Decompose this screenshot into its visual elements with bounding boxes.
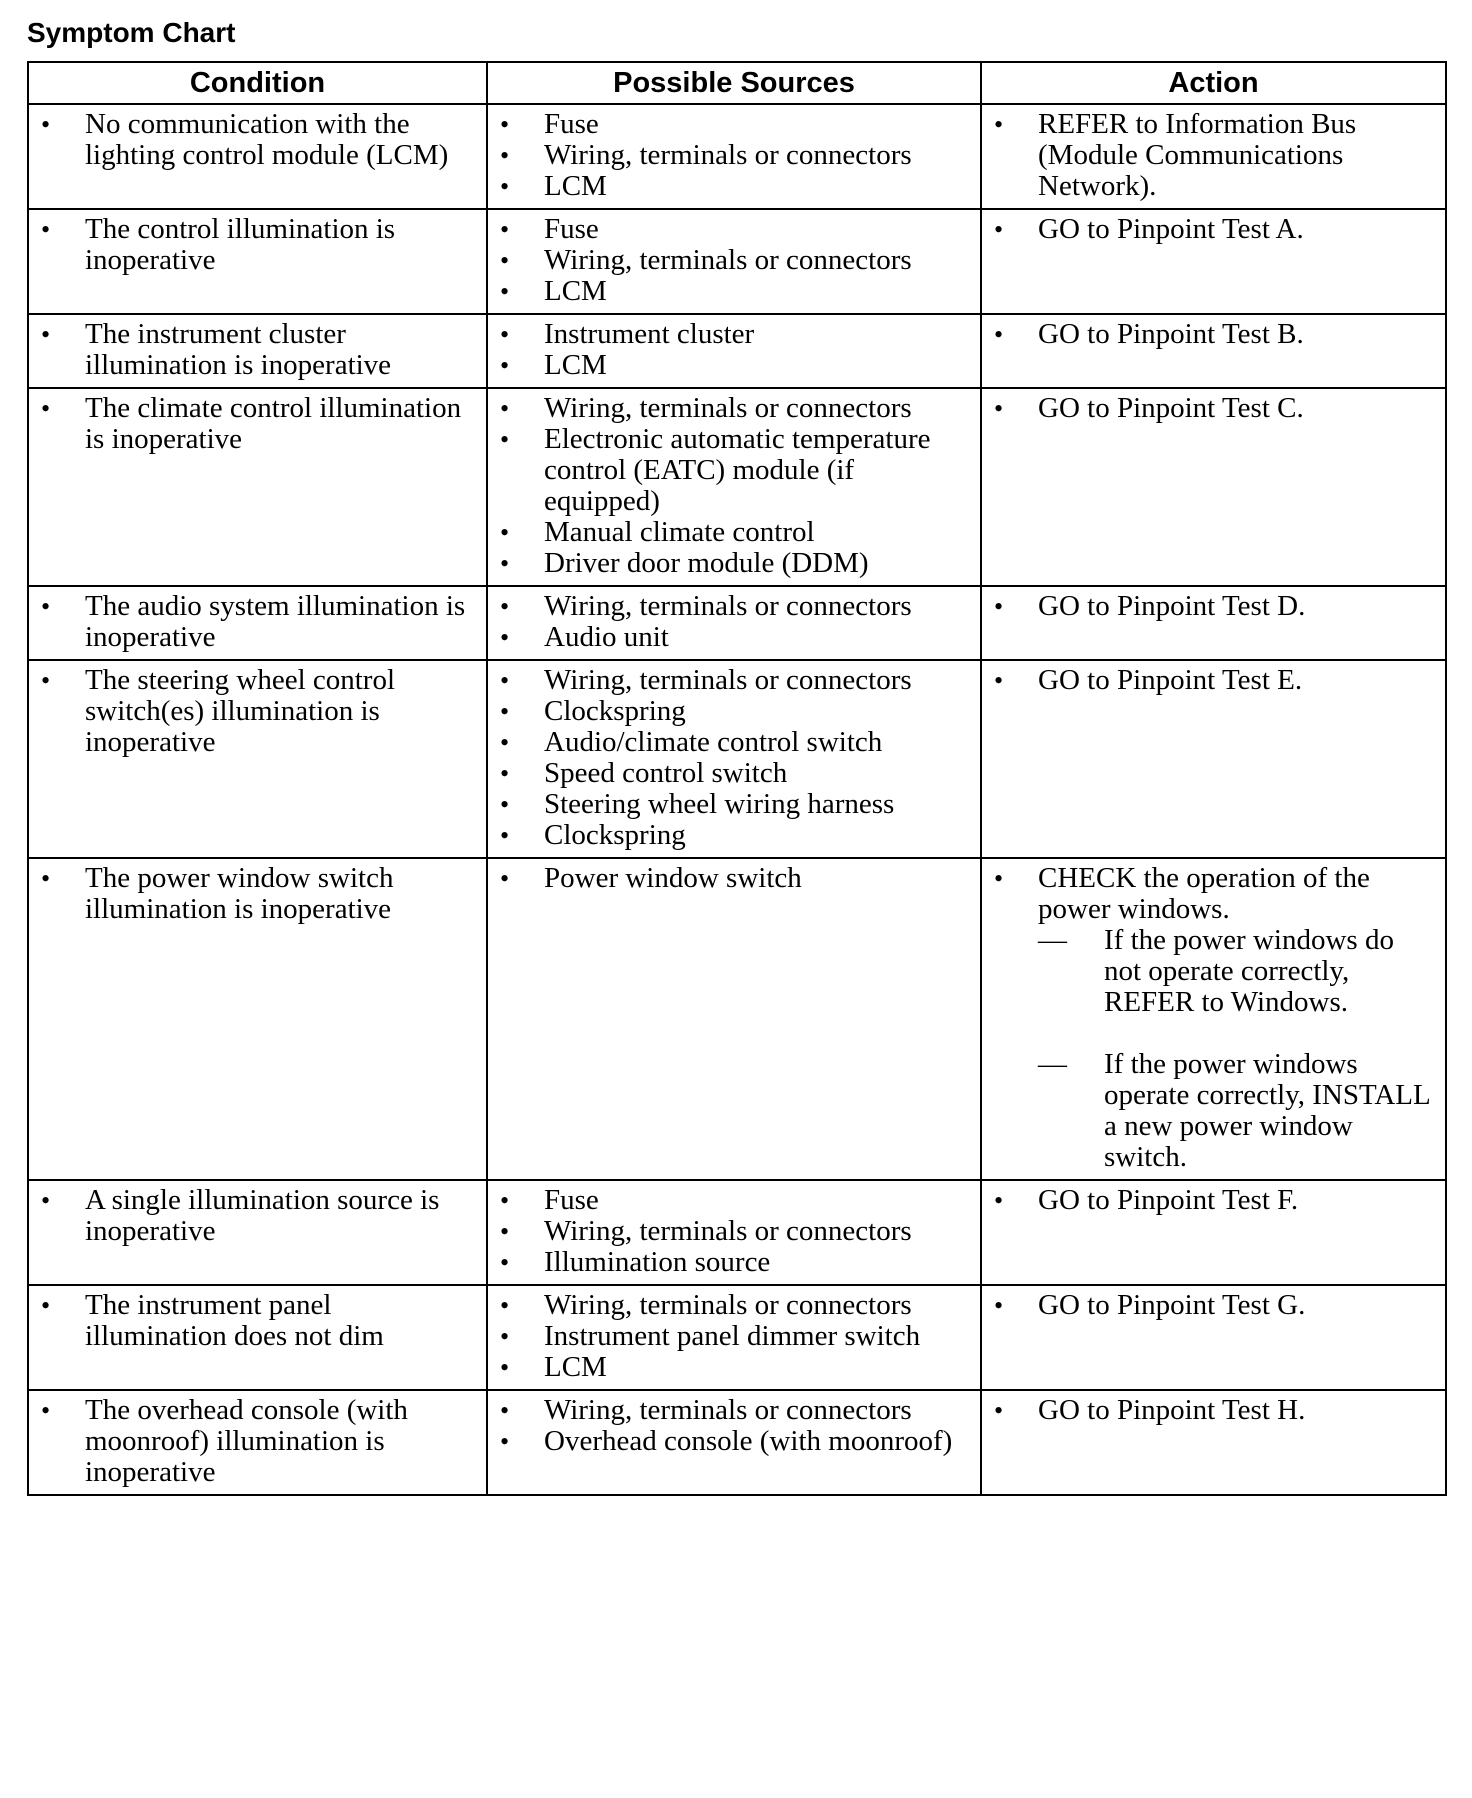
condition-text: • The overhead console (with moonroof) illumination is inoperative bbox=[29, 1395, 486, 1488]
action-cell bbox=[981, 104, 1446, 209]
table-row bbox=[28, 586, 1446, 660]
action-item bbox=[982, 393, 1445, 424]
action-text: GO to Pinpoint Test G. bbox=[1038, 1289, 1306, 1321]
action-list bbox=[982, 393, 1445, 424]
action-sub-item: — If the power windows operate correctly, INSTALL a new power window switch. bbox=[1038, 1049, 1439, 1173]
sources-list bbox=[488, 1185, 980, 1278]
condition-text: • A single illumination source is inoperative bbox=[29, 1185, 486, 1247]
sources-cell bbox=[487, 1285, 981, 1390]
source-item: • Wiring, terminals or connectors bbox=[488, 1395, 980, 1426]
condition-list bbox=[29, 665, 486, 758]
condition-text: • No communication with the lighting control module (LCM) bbox=[29, 109, 486, 171]
action-item bbox=[982, 1395, 1445, 1426]
table-row bbox=[28, 1390, 1446, 1495]
condition-text: • The audio system illumination is inoperative bbox=[29, 591, 486, 653]
sources-cell bbox=[487, 104, 981, 209]
action-item bbox=[982, 863, 1445, 1173]
action-list bbox=[982, 1290, 1445, 1321]
condition-cell bbox=[28, 1390, 487, 1495]
action-text: GO to Pinpoint Test E. bbox=[1038, 664, 1303, 696]
action-text: GO to Pinpoint Test F. bbox=[1038, 1184, 1299, 1216]
condition-cell bbox=[28, 858, 487, 1180]
action-item bbox=[982, 1290, 1445, 1321]
action-cell bbox=[981, 388, 1446, 586]
source-item: • Clockspring bbox=[488, 820, 980, 851]
sources-cell bbox=[487, 209, 981, 314]
sources-list bbox=[488, 665, 980, 851]
sources-list bbox=[488, 1290, 980, 1383]
action-item bbox=[982, 319, 1445, 350]
condition-list bbox=[29, 1290, 486, 1352]
source-item: • LCM bbox=[488, 350, 980, 381]
action-item bbox=[982, 665, 1445, 696]
source-item: • Wiring, terminals or connectors bbox=[488, 1290, 980, 1321]
condition-list bbox=[29, 214, 486, 276]
sources-cell bbox=[487, 388, 981, 586]
action-cell bbox=[981, 314, 1446, 388]
condition-list bbox=[29, 393, 486, 455]
header-row bbox=[28, 62, 1446, 104]
table-row bbox=[28, 660, 1446, 858]
condition-cell bbox=[28, 388, 487, 586]
source-item: • LCM bbox=[488, 171, 980, 202]
action-cell bbox=[981, 1285, 1446, 1390]
source-item: • Steering wheel wiring harness bbox=[488, 789, 980, 820]
condition-list bbox=[29, 109, 486, 171]
page-title: Symptom Chart bbox=[27, 17, 236, 48]
source-item: • Instrument cluster bbox=[488, 319, 980, 350]
table-row bbox=[28, 1285, 1446, 1390]
action-item bbox=[982, 109, 1445, 202]
condition-list bbox=[29, 591, 486, 653]
sources-list bbox=[488, 863, 980, 894]
source-item: • Overhead console (with moonroof) bbox=[488, 1426, 980, 1457]
source-item: • Illumination source bbox=[488, 1247, 980, 1278]
action-cell bbox=[981, 660, 1446, 858]
action-text: GO to Pinpoint Test D. bbox=[1038, 590, 1306, 622]
table-row bbox=[28, 388, 1446, 586]
condition-cell bbox=[28, 1285, 487, 1390]
action-cell bbox=[981, 1180, 1446, 1285]
action-sub-item: — If the power windows do not operate correctly, REFER to Windows. bbox=[1038, 925, 1439, 1018]
action-list bbox=[982, 665, 1445, 696]
action-list bbox=[982, 591, 1445, 622]
condition-cell bbox=[28, 1180, 487, 1285]
action-cell bbox=[981, 858, 1446, 1180]
action-item bbox=[982, 1185, 1445, 1216]
source-item: • Driver door module (DDM) bbox=[488, 548, 980, 579]
sources-list bbox=[488, 591, 980, 653]
action-cell bbox=[981, 586, 1446, 660]
source-item: • Manual climate control bbox=[488, 517, 980, 548]
table-body bbox=[28, 104, 1446, 1495]
symptom-table bbox=[27, 61, 1447, 1496]
possible-sources-header: Possible Sources bbox=[487, 62, 981, 104]
source-item: • LCM bbox=[488, 276, 980, 307]
table-row bbox=[28, 1180, 1446, 1285]
action-text: GO to Pinpoint Test C. bbox=[1038, 392, 1304, 424]
condition-text: • The control illumination is inoperative bbox=[29, 214, 486, 276]
table-row bbox=[28, 858, 1446, 1180]
sources-list bbox=[488, 319, 980, 381]
sources-list bbox=[488, 393, 980, 579]
sources-cell bbox=[487, 1390, 981, 1495]
condition-list bbox=[29, 1395, 486, 1488]
action-sub-list bbox=[1038, 925, 1439, 1173]
source-item: • Electronic automatic temperature control (EATC) module (if equipped) bbox=[488, 424, 980, 517]
condition-cell bbox=[28, 104, 487, 209]
sources-list bbox=[488, 214, 980, 307]
source-item: • Wiring, terminals or connectors bbox=[488, 245, 980, 276]
source-item: • Wiring, terminals or connectors bbox=[488, 665, 980, 696]
source-item: • Wiring, terminals or connectors bbox=[488, 591, 980, 622]
source-item: • Fuse bbox=[488, 1185, 980, 1216]
source-item: • LCM bbox=[488, 1352, 980, 1383]
table-row bbox=[28, 314, 1446, 388]
sources-cell bbox=[487, 1180, 981, 1285]
action-list bbox=[982, 1185, 1445, 1216]
source-item: • Instrument panel dimmer switch bbox=[488, 1321, 980, 1352]
table-row bbox=[28, 209, 1446, 314]
sources-cell bbox=[487, 314, 981, 388]
action-text: REFER to Information Bus (Module Communications Network). bbox=[1038, 108, 1357, 202]
source-item: • Wiring, terminals or connectors bbox=[488, 140, 980, 171]
condition-list bbox=[29, 319, 486, 381]
sources-cell bbox=[487, 858, 981, 1180]
sources-cell bbox=[487, 586, 981, 660]
source-item: • Audio/climate control switch bbox=[488, 727, 980, 758]
source-item: • Wiring, terminals or connectors bbox=[488, 393, 980, 424]
condition-header: Condition bbox=[28, 62, 487, 104]
condition-cell bbox=[28, 209, 487, 314]
source-item: • Audio unit bbox=[488, 622, 980, 653]
condition-cell bbox=[28, 314, 487, 388]
source-item: • Speed control switch bbox=[488, 758, 980, 789]
action-text: GO to Pinpoint Test A. bbox=[1038, 213, 1304, 245]
action-list bbox=[982, 109, 1445, 202]
table-row bbox=[28, 104, 1446, 209]
source-item: • Clockspring bbox=[488, 696, 980, 727]
action-list bbox=[982, 1395, 1445, 1426]
condition-cell bbox=[28, 660, 487, 858]
action-text: GO to Pinpoint Test B. bbox=[1038, 318, 1304, 350]
source-item: • Wiring, terminals or connectors bbox=[488, 1216, 980, 1247]
condition-list bbox=[29, 863, 486, 925]
action-list bbox=[982, 863, 1445, 1173]
action-cell bbox=[981, 1390, 1446, 1495]
condition-list bbox=[29, 1185, 486, 1247]
condition-text: • The instrument cluster illumination is inoperative bbox=[29, 319, 486, 381]
action-cell bbox=[981, 209, 1446, 314]
condition-text: • The instrument panel illumination does not dim bbox=[29, 1290, 486, 1352]
action-item bbox=[982, 591, 1445, 622]
sources-list bbox=[488, 109, 980, 202]
action-list bbox=[982, 319, 1445, 350]
source-item: • Power window switch bbox=[488, 863, 980, 894]
condition-text: • The power window switch illumination is inoperative bbox=[29, 863, 486, 925]
source-item: • Fuse bbox=[488, 109, 980, 140]
source-item: • Fuse bbox=[488, 214, 980, 245]
action-text: GO to Pinpoint Test H. bbox=[1038, 1394, 1306, 1426]
sources-list bbox=[488, 1395, 980, 1457]
condition-cell bbox=[28, 586, 487, 660]
action-list bbox=[982, 214, 1445, 245]
condition-text: • The climate control illumination is inoperative bbox=[29, 393, 486, 455]
sources-cell bbox=[487, 660, 981, 858]
condition-text: • The steering wheel control switch(es) illumination is inoperative bbox=[29, 665, 486, 758]
action-header: Action bbox=[981, 62, 1446, 104]
action-text: CHECK the operation of the power windows. bbox=[1038, 862, 1370, 925]
action-item bbox=[982, 214, 1445, 245]
